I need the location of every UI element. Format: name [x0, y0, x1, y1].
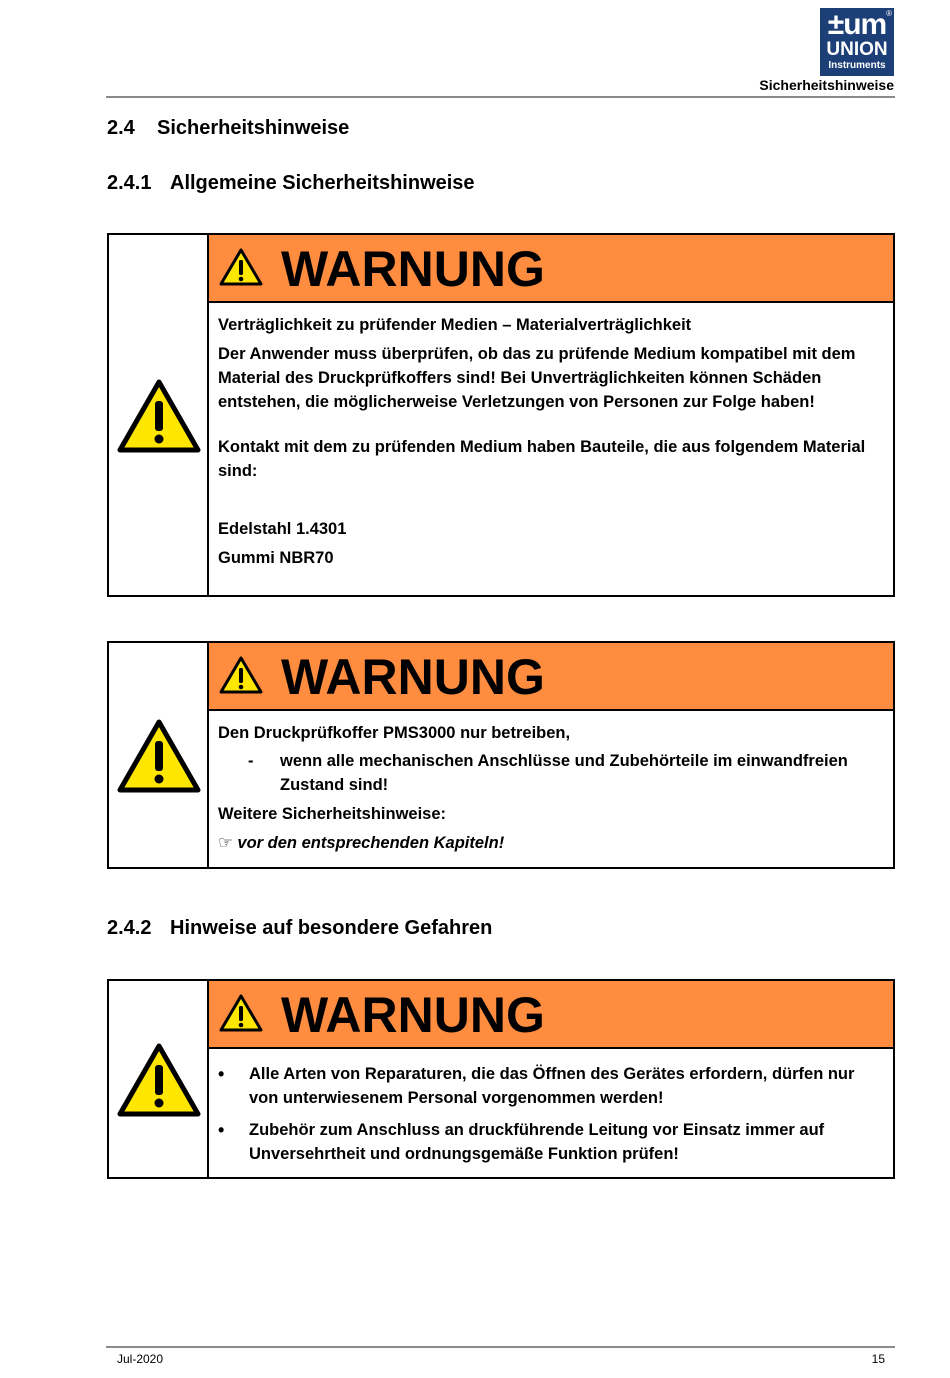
union-instruments-logo — [820, 8, 894, 76]
list-item — [218, 1062, 887, 1110]
warning-triangle-icon — [219, 656, 263, 694]
footer-date: Jul-2020 — [117, 1352, 164, 1366]
warning-paragraph: Kontakt mit dem zu prüfenden Medium haben Bauteile, die aus folgendem Material sind: — [218, 438, 866, 480]
warning-side-panel — [109, 643, 209, 867]
logo-name: UNION — [826, 39, 888, 60]
heading-2-4-1 — [107, 172, 475, 195]
warning-label: WARNUNG — [281, 649, 545, 705]
list-dash: - — [248, 752, 254, 770]
material-item: Gummi NBR70 — [218, 549, 334, 567]
logo-sub: Instruments — [828, 60, 886, 71]
heading-number: 2.4 — [107, 117, 135, 139]
warning-triangle-icon — [117, 379, 201, 453]
list-item — [218, 749, 887, 797]
warning-label: WARNUNG — [281, 987, 545, 1043]
heading-2-4 — [107, 117, 349, 140]
warning-content — [218, 313, 887, 570]
logo-mark: ±um — [827, 8, 887, 41]
warning-triangle-icon — [117, 1043, 201, 1117]
warning-triangle-icon — [117, 719, 201, 793]
warning-title: Verträglichkeit zu prüfender Medien – Materialverträglichkeit — [218, 316, 692, 334]
warning-reference-text: vor den entsprechenden Kapiteln! — [237, 834, 505, 852]
warning-label: WARNUNG — [281, 241, 545, 297]
heading-2-4-2 — [107, 917, 492, 940]
warning-content — [218, 721, 887, 855]
heading-text: Sicherheitshinweise — [157, 117, 350, 139]
hand-pointer-icon: ☞ — [218, 834, 233, 852]
list-item-text: wenn alle mechanischen Anschlüsse und Zubehörteile im einwandfreien Zustand sind! — [280, 752, 848, 794]
list-item-text: Zubehör zum Anschluss an druckführende Leitung vor Einsatz immer auf Unversehrtheit und ordnungsgemäße Funktion prüfen! — [249, 1121, 825, 1163]
bullet-dot: • — [218, 1120, 225, 1140]
warning-intro: Den Druckprüfkoffer PMS3000 nur betreiben, — [218, 724, 571, 742]
heading-number: 2.4.2 — [107, 917, 152, 939]
list-item-text: Alle Arten von Reparaturen, die das Öffnen des Gerätes erfordern, dürfen nur von unterwiesenem Personal vorgenommen werden! — [249, 1065, 855, 1107]
warning-paragraph: Der Anwender muss überprüfen, ob das zu prüfende Medium kompatibel mit dem Material des Druckprüfkoffers sind! Bei Unverträglichkeiten können Schäden entstehen, die möglicherweise Verletzungen von Personen zur Folge haben! — [218, 345, 856, 411]
warning-side-panel — [109, 981, 209, 1177]
warning-box-operation — [107, 641, 895, 869]
warning-box-material — [107, 233, 895, 597]
warning-banner — [209, 235, 893, 303]
header-divider — [106, 96, 895, 98]
warning-side-panel — [109, 235, 209, 595]
warning-triangle-icon — [219, 994, 263, 1032]
logo-registered: ® — [886, 9, 892, 18]
heading-number: 2.4.1 — [107, 172, 152, 194]
header-section-title: Sicherheitshinweise — [759, 77, 894, 93]
page-number: 15 — [871, 1352, 885, 1366]
warning-triangle-icon — [219, 248, 263, 286]
warning-banner — [209, 981, 893, 1049]
warning-banner — [209, 643, 893, 711]
bullet-dot: • — [218, 1064, 225, 1084]
warning-reference — [218, 831, 887, 855]
heading-text: Hinweise auf besondere Gefahren — [170, 917, 493, 939]
warning-more-label: Weitere Sicherheitshinweise: — [218, 805, 447, 823]
warning-content — [218, 1062, 887, 1166]
list-item — [218, 1118, 887, 1166]
material-item: Edelstahl 1.4301 — [218, 520, 347, 538]
heading-text: Allgemeine Sicherheitshinweise — [170, 172, 475, 194]
warning-box-hazards — [107, 979, 895, 1179]
footer-divider — [106, 1346, 895, 1348]
